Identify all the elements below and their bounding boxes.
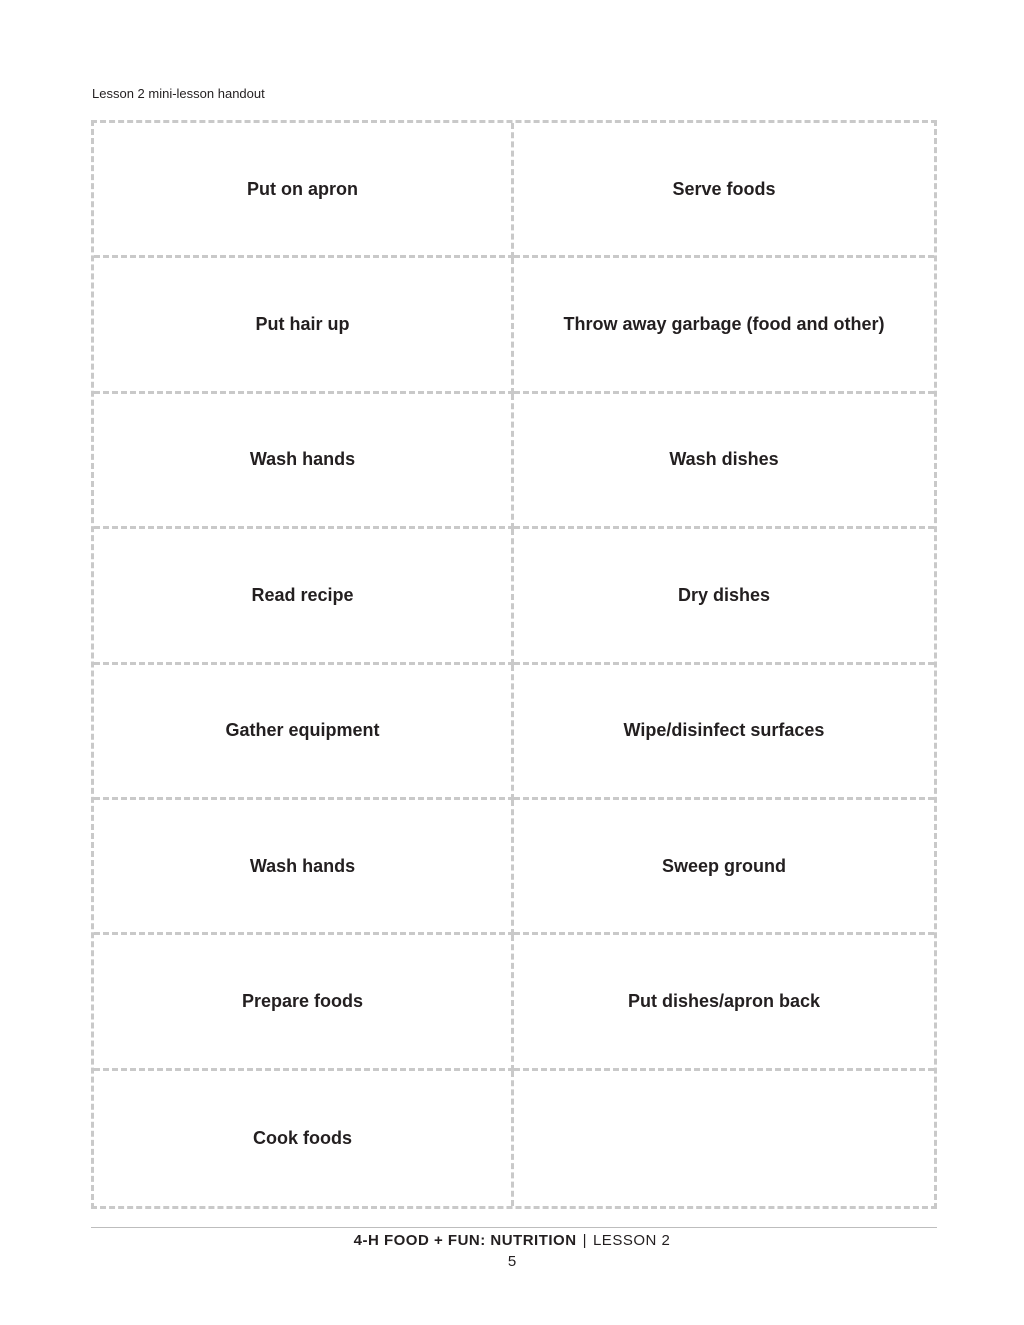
- card-put-hair-up: Put hair up: [94, 258, 514, 393]
- card-wash-hands: Wash hands: [94, 394, 514, 529]
- card-put-on-apron: Put on apron: [94, 123, 514, 258]
- card-throw-away-garbage: Throw away garbage (food and other): [514, 258, 934, 393]
- card-cook-foods: Cook foods: [94, 1071, 514, 1206]
- cut-out-card-grid: [91, 120, 937, 1209]
- card-dry-dishes: Dry dishes: [514, 529, 934, 664]
- card-wipe-disinfect-surfaces: Wipe/disinfect surfaces: [514, 665, 934, 800]
- card-sweep-ground: Sweep ground: [514, 800, 934, 935]
- page-number: 5: [507, 1253, 517, 1270]
- card-read-recipe: Read recipe: [94, 529, 514, 664]
- card-prepare-foods: Prepare foods: [94, 935, 514, 1070]
- footer-separator: |: [582, 1232, 587, 1249]
- footer-running-title: [0, 1232, 1024, 1249]
- footer-title: 4-H FOOD + FUN: NUTRITION: [353, 1232, 577, 1249]
- card-serve-foods: Serve foods: [514, 123, 934, 258]
- card-wash-hands-second: Wash hands: [94, 800, 514, 935]
- card-wash-dishes: Wash dishes: [514, 394, 934, 529]
- footer-lesson: LESSON 2: [592, 1232, 671, 1249]
- handout-label: Lesson 2 mini-lesson handout: [92, 86, 265, 101]
- footer-divider: [91, 1227, 937, 1228]
- card-gather-equipment: Gather equipment: [94, 665, 514, 800]
- card-empty: [514, 1071, 934, 1206]
- card-put-dishes-apron-back: Put dishes/apron back: [514, 935, 934, 1070]
